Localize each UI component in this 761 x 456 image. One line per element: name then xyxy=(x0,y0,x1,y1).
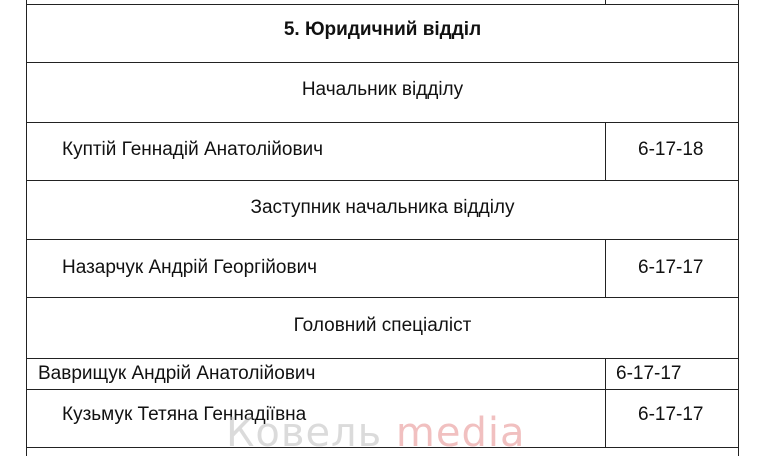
row-divider xyxy=(26,62,739,63)
table-left-border xyxy=(26,0,27,456)
row-divider xyxy=(26,389,739,390)
table-right-border xyxy=(738,0,739,456)
watermark-part-2: media xyxy=(395,410,526,456)
watermark-part-1: Ковель xyxy=(226,410,383,456)
column-divider xyxy=(605,239,606,297)
role-heading: Заступник начальника відділу xyxy=(250,197,515,218)
row-divider xyxy=(26,239,739,240)
row-divider xyxy=(26,447,739,448)
employee-phone: 6-17-17 xyxy=(616,363,682,384)
employee-name: Назарчук Андрій Георгійович xyxy=(62,257,318,278)
employee-name: Куптій Геннадій Анатолійович xyxy=(62,139,324,160)
column-divider xyxy=(605,358,606,447)
row-divider xyxy=(26,297,739,298)
employee-phone: 6-17-18 xyxy=(638,139,704,160)
section-title: 5. Юридичний відділ xyxy=(283,19,482,40)
row-divider xyxy=(26,358,739,359)
employee-phone: 6-17-17 xyxy=(638,257,704,278)
column-divider xyxy=(605,0,606,4)
role-heading: Начальник відділу xyxy=(301,79,464,100)
row-divider xyxy=(26,180,739,181)
row-divider xyxy=(26,4,739,5)
row-divider xyxy=(26,122,739,123)
employee-name: Ваврищук Андрій Анатолійович xyxy=(38,363,316,384)
employee-phone: 6-17-17 xyxy=(638,404,704,425)
role-heading: Головний спеціаліст xyxy=(293,315,472,336)
column-divider xyxy=(605,122,606,180)
employee-name: Кузьмук Тетяна Геннадіївна xyxy=(62,404,307,425)
department-table xyxy=(26,0,739,456)
